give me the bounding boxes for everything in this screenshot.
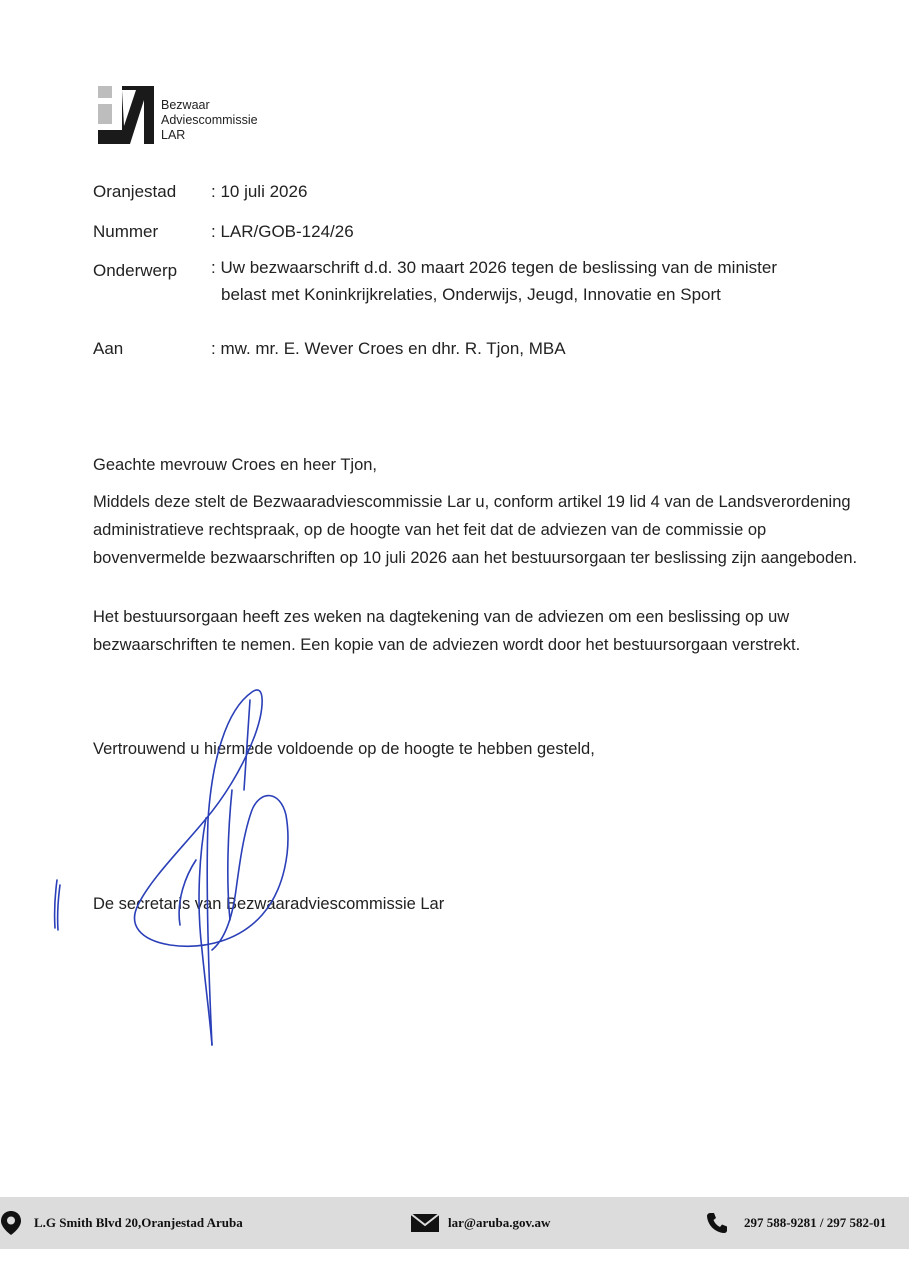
logo-line-3: LAR [161, 128, 186, 142]
footer-email[interactable] [410, 1213, 550, 1233]
logo-mark-icon [96, 86, 156, 146]
footer-email-text[interactable]: lar@aruba.gov.aw [448, 1215, 551, 1230]
subject-value [211, 254, 777, 308]
recipient-label: Aan [93, 339, 124, 358]
footer-bar [0, 1197, 909, 1249]
paragraph-1: Middels deze stelt de Bezwaaradviescommissie Lar u, conform artikel 19 lid 4 van de Landsverordening administratieve rechtspraak, op de hoogte van het feit dat de adviezen van de commissie op bovenvermelde bezwaarschriften op 10 juli 2026 aan het bestuursorgaan ter beslissing zijn aangeboden. [93, 493, 858, 567]
logo [96, 86, 296, 150]
salutation: Geachte mevrouw Croes en heer Tjon, [93, 456, 378, 474]
number-value: : LAR/GOB-124/26 [211, 222, 354, 241]
subject-label: Onderwerp [93, 261, 178, 280]
logo-line-2: Adviescommissie [161, 113, 258, 127]
logo-line-1: Bezwaar [161, 98, 210, 112]
signatory-line: De secretaris van Bezwaaradviescommissie Lar [93, 895, 445, 913]
place-date-value: : 10 juli 2026 [211, 182, 308, 201]
footer-phone[interactable] [706, 1212, 886, 1234]
subject-line-1: : Uw bezwaarschrift d.d. 30 maart 2026 tegen de beslissing van de minister [211, 258, 778, 277]
footer-phone-text[interactable]: 297 588-9281 / 297 582-01 [744, 1215, 887, 1230]
footer-address-text: L.G Smith Blvd 20,Oranjestad Aruba [34, 1215, 243, 1230]
closing-line: Vertrouwend u hiermede voldoende op de hoogte te hebben gesteld, [93, 740, 595, 758]
paragraph-2: Het bestuursorgaan heeft zes weken na dagtekening van de adviezen om een beslissing op uw bezwaarschriften te nemen. Een kopie van de adviezen wordt door het bestuursorgaan verstrekt. [93, 608, 801, 654]
map-pin-icon [0, 1210, 22, 1236]
subject-line-2: belast met Koninkrijkrelaties, Onderwijs, Jeugd, Innovatie en Sport [221, 285, 721, 304]
phone-icon [706, 1212, 728, 1234]
logo-text [161, 98, 258, 143]
envelope-icon [410, 1213, 440, 1233]
number-label: Nummer [93, 222, 159, 241]
recipient-value: : mw. mr. E. Wever Croes en dhr. R. Tjon, MBA [211, 339, 566, 358]
place-label: Oranjestad [93, 182, 177, 201]
footer-address [0, 1210, 243, 1236]
